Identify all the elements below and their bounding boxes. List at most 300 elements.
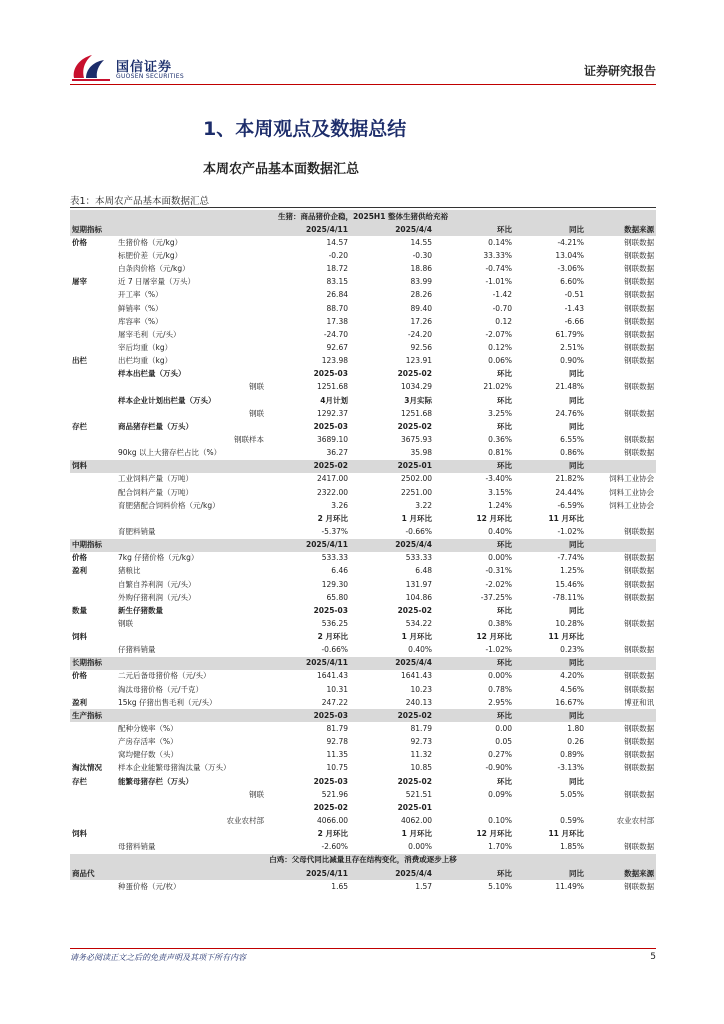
category-cell (70, 328, 116, 341)
source-cell: 钢联数据 (624, 277, 655, 287)
indicator-cell: 钢联 (249, 408, 264, 418)
current-value-cell: 92.78 (326, 737, 348, 747)
indicator-cell (116, 631, 266, 644)
section-subheading: 本周农产品基本面数据汇总 (203, 162, 360, 177)
table-row (70, 814, 656, 827)
indicator-cell: 生猪价格（元/kg） (118, 237, 183, 247)
source-cell: 钢联数据 (624, 566, 655, 576)
section-title: 生猪：商品猪价企稳，2025H1 整体生猪供给充裕 (70, 210, 656, 223)
guosen-logo-icon (70, 52, 114, 82)
current-value-cell: 2025-03 (313, 369, 348, 379)
yoy-cell: -1.02% (557, 526, 584, 536)
section-heading: 1、本周观点及数据总结 (203, 118, 407, 140)
yoy-cell: 2.51% (560, 342, 584, 352)
category-cell: 饲料 (72, 632, 87, 642)
wow-cell: 0.40% (488, 526, 512, 536)
yoy-cell: 同比 (569, 776, 584, 786)
previous-value-cell: 3.22 (415, 500, 432, 510)
previous-value-cell: 2025/4/4 (350, 539, 434, 552)
source-cell (586, 709, 656, 722)
source-cell: 钢联数据 (624, 356, 655, 366)
header-divider (70, 84, 656, 85)
yoy-cell: -7.74% (557, 553, 584, 563)
category-cell: 盈利 (72, 697, 87, 707)
current-value-cell: 81.79 (326, 724, 348, 734)
indicator-cell: 配种分娩率（%） (118, 724, 178, 734)
previous-value-cell: 1641.43 (400, 671, 432, 681)
category-cell (70, 591, 116, 604)
previous-value-cell: 10.85 (410, 763, 432, 773)
yoy-cell: 21.82% (555, 474, 584, 484)
previous-value-cell: 11.32 (410, 750, 432, 760)
wow-cell: -1.02% (485, 645, 512, 655)
table-row (70, 788, 656, 801)
current-value-cell: 6.46 (331, 566, 348, 576)
yoy-cell: 同比 (514, 709, 586, 722)
yoy-cell: 1.25% (560, 566, 584, 576)
logo-name-en: GUOSEN SECURITIES (116, 73, 185, 80)
previous-value-cell: 2025-02 (397, 605, 432, 615)
indicator-cell: 鲜销率（%） (118, 303, 163, 313)
table-row (70, 617, 656, 630)
current-value-cell: 11.35 (326, 750, 348, 760)
current-value-cell: 2025/4/11 (266, 539, 350, 552)
caption-divider (70, 207, 656, 208)
table-row (70, 315, 656, 328)
wow-cell: 1.70% (488, 842, 512, 852)
table-row (70, 762, 656, 775)
current-value-cell: 2025-03 (266, 709, 350, 722)
source-cell: 钢联数据 (624, 264, 655, 274)
wow-cell (434, 801, 514, 814)
indicator-cell: 外购仔猪利润（元/头） (118, 592, 196, 602)
yoy-cell: 同比 (514, 867, 586, 880)
current-value-cell: 17.38 (326, 316, 348, 326)
category-cell (70, 473, 116, 486)
yoy-cell: 13.04% (555, 250, 584, 260)
table-row (70, 631, 656, 644)
indicator-cell: 能繁母猪存栏（万头） (118, 776, 193, 786)
yoy-cell: 24.76% (555, 408, 584, 418)
table-row (70, 880, 656, 893)
table-row (70, 236, 656, 249)
current-value-cell: 2025-03 (313, 605, 348, 615)
wow-cell: 12 月环比 (476, 513, 512, 523)
yoy-cell: 0.90% (560, 356, 584, 366)
current-value-cell: -0.66% (321, 645, 348, 655)
table-row (70, 578, 656, 591)
previous-value-cell: 0.40% (408, 645, 432, 655)
yoy-cell: 15.46% (555, 579, 584, 589)
wow-cell: -0.90% (485, 763, 512, 773)
indicator-cell: 样本企业计划出栏量（万头） (118, 395, 216, 405)
source-cell: 饲料工业协会 (609, 487, 655, 497)
table-row (70, 525, 656, 538)
yoy-cell: 1.80 (567, 724, 584, 734)
current-value-cell: 1.65 (331, 881, 348, 891)
wow-cell: -2.07% (485, 329, 512, 339)
indicator-cell: 仔猪料销量 (118, 645, 156, 655)
category-cell (70, 722, 116, 735)
wow-cell: -37.25% (480, 592, 512, 602)
yoy-cell (514, 801, 586, 814)
yoy-cell: -78.11% (552, 592, 584, 602)
current-value-cell: 2025-03 (313, 776, 348, 786)
indicator-cell: 窝均健仔数（头） (118, 750, 178, 760)
source-cell: 钢联数据 (624, 448, 655, 458)
category-cell (70, 447, 116, 460)
yoy-cell: 11 月环比 (548, 632, 584, 642)
indicator-cell: 钢联样本 (234, 434, 264, 444)
source-cell: 钢联数据 (624, 250, 655, 260)
indicator-cell: 标肥价差（元/kg） (118, 250, 183, 260)
previous-value-cell: 1034.29 (400, 382, 432, 392)
indicator-cell: 屠宰毛利（元/头） (118, 329, 181, 339)
category-cell: 出栏 (72, 356, 87, 366)
current-value-cell: 2025-02 (266, 460, 350, 473)
previous-value-cell: 2025-01 (397, 802, 432, 812)
category-cell (70, 788, 116, 801)
previous-value-cell: 2025/4/4 (350, 867, 434, 880)
source-cell (586, 539, 656, 552)
current-value-cell: 533.33 (321, 553, 348, 563)
previous-value-cell: 4062.00 (400, 816, 432, 826)
table-row (70, 407, 656, 420)
subheader-row (70, 223, 656, 236)
current-value-cell: 10.31 (326, 684, 348, 694)
source-cell: 钢联数据 (624, 684, 655, 694)
wow-cell: 0.38% (488, 618, 512, 628)
source-cell: 钢联数据 (624, 290, 655, 300)
table-row (70, 801, 656, 814)
wow-cell: 0.36% (488, 434, 512, 444)
current-value-cell: 2025/4/11 (266, 223, 350, 236)
previous-value-cell: 92.56 (410, 342, 432, 352)
wow-cell: 环比 (497, 395, 512, 405)
table-row (70, 499, 656, 512)
category-cell (70, 814, 116, 827)
wow-cell: 0.00% (488, 553, 512, 563)
yoy-cell: 61.79% (555, 329, 584, 339)
category-cell: 价格 (72, 553, 87, 563)
current-value-cell: -0.20 (328, 250, 348, 260)
category-cell (70, 368, 116, 381)
agri-fundamentals-table (70, 210, 656, 893)
source-cell (586, 368, 656, 381)
source-cell (586, 775, 656, 788)
category-cell: 存栏 (72, 421, 87, 431)
table-row (70, 696, 656, 709)
previous-value-cell: 2025/4/4 (350, 657, 434, 670)
source-cell (586, 828, 656, 841)
yoy-cell: 同比 (569, 395, 584, 405)
source-cell: 钢联数据 (624, 434, 655, 444)
current-value-cell: -2.60% (321, 842, 348, 852)
category-cell (70, 394, 116, 407)
source-cell: 钢联数据 (624, 237, 655, 247)
section-row (70, 210, 656, 223)
category-cell: 价格 (72, 671, 87, 681)
previous-value-cell: 2502.00 (400, 474, 432, 484)
table-row (70, 591, 656, 604)
current-value-cell: -5.37% (321, 526, 348, 536)
current-value-cell: 10.75 (326, 763, 348, 773)
source-cell (586, 631, 656, 644)
wow-cell: -3.40% (485, 474, 512, 484)
subheader-row (70, 657, 656, 670)
previous-value-cell: 83.99 (410, 277, 432, 287)
wow-cell: 0.06% (488, 356, 512, 366)
wow-cell: 环比 (434, 657, 514, 670)
current-value-cell: 2025/4/11 (266, 657, 350, 670)
category-cell: 生产指标 (70, 709, 116, 722)
wow-cell: -1.01% (485, 277, 512, 287)
previous-value-cell: 104.86 (405, 592, 432, 602)
previous-value-cell: 3675.93 (400, 434, 432, 444)
indicator-cell: 样本出栏量（万头） (118, 369, 186, 379)
source-cell: 钢联数据 (624, 763, 655, 773)
current-value-cell: 3689.10 (316, 434, 348, 444)
wow-cell: -0.74% (485, 264, 512, 274)
wow-cell: 5.10% (488, 881, 512, 891)
category-cell: 饲料 (70, 460, 116, 473)
yoy-cell: 1.85% (560, 842, 584, 852)
wow-cell: 12 月环比 (476, 829, 512, 839)
section-row (70, 854, 656, 867)
source-cell: 钢联数据 (624, 526, 655, 536)
source-cell (586, 460, 656, 473)
current-value-cell: 521.96 (321, 789, 348, 799)
source-cell: 钢联数据 (624, 618, 655, 628)
source-cell (586, 801, 656, 814)
source-cell (586, 420, 656, 433)
category-cell (70, 302, 116, 315)
wow-cell: 环比 (497, 421, 512, 431)
source-cell: 钢联数据 (624, 750, 655, 760)
table-row (70, 828, 656, 841)
source-cell: 钢联数据 (624, 316, 655, 326)
category-cell: 中期指标 (70, 539, 116, 552)
source-cell: 钢联数据 (624, 881, 655, 891)
wow-cell: 环比 (497, 776, 512, 786)
category-cell (70, 683, 116, 696)
category-cell (70, 512, 116, 525)
yoy-cell: 0.26 (567, 737, 584, 747)
previous-value-cell: 521.51 (405, 789, 432, 799)
current-value-cell: 83.15 (326, 277, 348, 287)
indicator-cell: 育肥猪配合饲料价格（元/kg） (118, 500, 220, 510)
category-cell: 屠宰 (72, 277, 87, 287)
page-header (70, 48, 656, 84)
source-cell: 钢联数据 (624, 592, 655, 602)
previous-value-cell: 2025/4/4 (350, 223, 434, 236)
table-row (70, 249, 656, 262)
yoy-cell: 同比 (569, 369, 584, 379)
current-value-cell: 65.80 (326, 592, 348, 602)
indicator-cell (116, 223, 266, 236)
current-value-cell: 88.70 (326, 303, 348, 313)
source-cell: 钢联数据 (624, 789, 655, 799)
current-value-cell: 18.72 (326, 264, 348, 274)
category-cell (70, 407, 116, 420)
previous-value-cell: 6.48 (415, 566, 432, 576)
wow-cell: 2.95% (488, 697, 512, 707)
yoy-cell: 同比 (569, 421, 584, 431)
current-value-cell: 129.30 (321, 579, 348, 589)
category-cell (70, 499, 116, 512)
source-cell: 钢联数据 (624, 645, 655, 655)
current-value-cell: 123.98 (321, 356, 348, 366)
current-value-cell: 2025-02 (313, 802, 348, 812)
category-cell: 饲料 (72, 829, 87, 839)
indicator-cell: 商品猪存栏量（万头） (118, 421, 193, 431)
indicator-cell (116, 539, 266, 552)
subheader-row (70, 867, 656, 880)
wow-cell: 0.81% (488, 448, 512, 458)
wow-cell: 3.15% (488, 487, 512, 497)
indicator-cell: 90kg 以上大猪存栏占比（%） (118, 448, 222, 458)
source-cell: 钢联数据 (624, 342, 655, 352)
wow-cell: -1.42 (492, 290, 512, 300)
wow-cell: 环比 (434, 223, 514, 236)
subheader-row (70, 539, 656, 552)
source-cell: 农业农村部 (616, 816, 655, 826)
table-row (70, 486, 656, 499)
category-cell (70, 433, 116, 446)
category-cell: 商品代 (70, 867, 116, 880)
category-cell (70, 644, 116, 657)
yoy-cell: -3.13% (557, 763, 584, 773)
indicator-cell: 宰后均重（kg） (118, 342, 173, 352)
table-row (70, 670, 656, 683)
category-cell (70, 486, 116, 499)
indicator-cell: 育肥料销量 (118, 526, 156, 536)
yoy-cell: -3.06% (557, 264, 584, 274)
wow-cell: -2.02% (485, 579, 512, 589)
wow-cell: 3.25% (488, 408, 512, 418)
wow-cell: 0.05 (495, 737, 512, 747)
wow-cell: 环比 (434, 867, 514, 880)
yoy-cell: 4.20% (560, 671, 584, 681)
category-cell (70, 249, 116, 262)
previous-value-cell: 1 月环比 (401, 632, 432, 642)
source-cell: 钢联数据 (624, 842, 655, 852)
source-cell: 钢联数据 (624, 737, 655, 747)
source-cell (586, 512, 656, 525)
source-cell: 钢联数据 (624, 671, 655, 681)
previous-value-cell: 1251.68 (400, 408, 432, 418)
category-cell: 存栏 (72, 776, 87, 786)
wow-cell: 0.00 (495, 724, 512, 734)
wow-cell: 0.78% (488, 684, 512, 694)
current-value-cell: 1292.37 (316, 408, 348, 418)
previous-value-cell: 81.79 (410, 724, 432, 734)
source-cell (586, 657, 656, 670)
yoy-cell: 同比 (514, 539, 586, 552)
indicator-cell: 淘汰母猪价格（元/千克） (118, 684, 204, 694)
previous-value-cell: 2025-02 (397, 776, 432, 786)
wow-cell: 0.12% (488, 342, 512, 352)
logo-name-cn: 国信证券 (116, 60, 173, 75)
indicator-cell (116, 657, 266, 670)
category-cell (70, 801, 116, 814)
category-cell: 数量 (72, 605, 87, 615)
table-row (70, 368, 656, 381)
indicator-cell: 母猪料销量 (118, 842, 156, 852)
table-row (70, 433, 656, 446)
previous-value-cell: 10.23 (410, 684, 432, 694)
wow-cell: 环比 (434, 709, 514, 722)
yoy-cell: -4.21% (557, 237, 584, 247)
table-row (70, 263, 656, 276)
yoy-cell: 同比 (569, 605, 584, 615)
indicator-cell: 库容率（%） (118, 316, 163, 326)
previous-value-cell: 14.55 (410, 237, 432, 247)
table-row (70, 289, 656, 302)
previous-value-cell: 123.91 (405, 356, 432, 366)
yoy-cell: 11 月环比 (548, 829, 584, 839)
yoy-cell: -6.66 (564, 316, 584, 326)
current-value-cell: 2025-03 (313, 421, 348, 431)
indicator-cell: 种蛋价格（元/枚） (118, 881, 181, 891)
category-cell: 价格 (72, 237, 87, 247)
indicator-cell (116, 867, 266, 880)
indicator-cell: 7kg 仔猪价格（元/kg） (118, 553, 199, 563)
wow-cell: 环比 (497, 369, 512, 379)
previous-value-cell: 2251.00 (400, 487, 432, 497)
wow-cell: 0.14% (488, 237, 512, 247)
yoy-cell: 同比 (514, 223, 586, 236)
subheader-row (70, 460, 656, 473)
previous-value-cell: 533.33 (405, 553, 432, 563)
yoy-cell: 16.67% (555, 697, 584, 707)
indicator-cell: 自繁自养利润（元/头） (118, 579, 196, 589)
table-row (70, 473, 656, 486)
previous-value-cell: 1 月环比 (401, 829, 432, 839)
page-number: 5 (650, 952, 656, 962)
table-row (70, 447, 656, 460)
indicator-cell (116, 709, 266, 722)
report-type-label: 证券研究报告 (583, 64, 656, 78)
table-row (70, 394, 656, 407)
indicator-cell: 样本企业能繁母猪淘汰量（万头） (118, 763, 231, 773)
indicator-cell: 白条肉价格（元/kg） (118, 264, 190, 274)
wow-cell: 33.33% (483, 250, 512, 260)
table-row (70, 328, 656, 341)
current-value-cell: 4066.00 (316, 816, 348, 826)
indicator-cell: 二元后备母猪价格（元/头） (118, 671, 211, 681)
wow-cell: 0.09% (488, 789, 512, 799)
category-cell (70, 525, 116, 538)
source-cell: 钢联数据 (624, 329, 655, 339)
indicator-cell: 产房存活率（%） (118, 737, 178, 747)
category-cell (70, 289, 116, 302)
table-row (70, 749, 656, 762)
current-value-cell: 92.67 (326, 342, 348, 352)
indicator-cell: 农业农村部 (226, 816, 264, 826)
table-row (70, 420, 656, 433)
previous-value-cell: 92.73 (410, 737, 432, 747)
current-value-cell: 2 月环比 (317, 632, 348, 642)
table-row (70, 604, 656, 617)
footer-divider (70, 948, 656, 949)
indicator-cell: 钢联 (118, 618, 133, 628)
table-row (70, 565, 656, 578)
current-value-cell: 2417.00 (316, 474, 348, 484)
yoy-cell: -6.59% (557, 500, 584, 510)
yoy-cell: 0.86% (560, 448, 584, 458)
source-cell (586, 604, 656, 617)
